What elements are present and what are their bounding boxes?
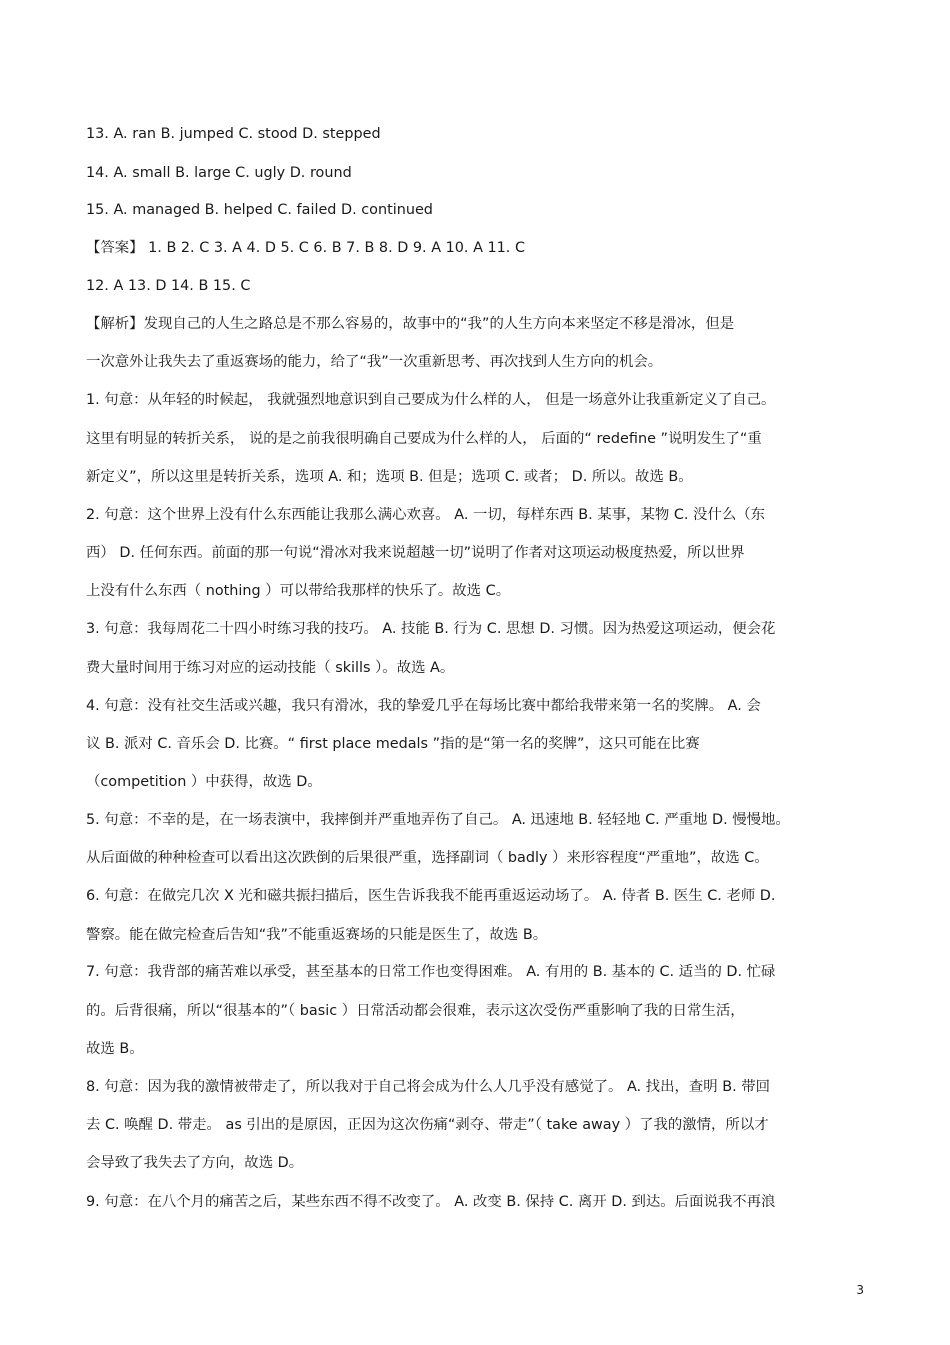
explanation-line: 西） D. 任何东西。前面的那一句说“滑冰对我来说超越一切”说明了作者对这项运动极度热爱，所以世界 (86, 545, 745, 561)
page-number: 3 (856, 1283, 864, 1297)
answer-key-line-1: 【答案】 1. B 2. C 3. A 4. D 5. C 6. B 7. B 8. D 9. A 10. A 11. C (86, 240, 525, 256)
explanation-line: 警察。能在做完检查后告知“我”不能重返赛场的只能是医生了，故选 B。 (86, 927, 548, 943)
explanation-line: （competition ）中获得，故选 D。 (86, 774, 322, 790)
question-15-options: 15. A. managed B. helped C. failed D. continued (86, 202, 433, 218)
explanation-line: 去 C. 唤醒 D. 带走。 as 引出的是原因，正因为这次伤痛“剥夺、带走”（ take away ）了我的激情，所以才 (86, 1117, 769, 1133)
question-14-options: 14. A. small B. large C. ugly D. round (86, 165, 352, 181)
explanation-line: 会导致了我失去了方向，故选 D。 (86, 1155, 304, 1171)
explanation-line: 2. 句意：这个世界上没有什么东西能让我那么满心欢喜。 A. 一切，每样东西 B. 某事，某物 C. 没什么（东 (86, 507, 766, 523)
explanation-line: 8. 句意：因为我的激情被带走了，所以我对于自己将会成为什么人几乎没有感觉了。 A. 找出，查明 B. 带回 (86, 1079, 771, 1095)
explanation-line: 的。后背很痛，所以“很基本的”（ basic ）日常活动都会很难，表示这次受伤严重影响了我的日常生活， (86, 1003, 745, 1019)
explanation-line: 7. 句意：我背部的痛苦难以承受，甚至基本的日常工作也变得困难。 A. 有用的 B. 基本的 C. 适当的 D. 忙碌 (86, 964, 776, 980)
analysis-intro-line-2: 一次意外让我失去了重返赛场的能力，给了“我”一次重新思考、再次找到人生方向的机会。 (86, 354, 663, 370)
explanation-line: 4. 句意：没有社交生活或兴趣，我只有滑冰，我的挚爱几乎在每场比赛中都给我带来第一名的奖牌。 A. 会 (86, 698, 761, 714)
answer-key-line-2: 12. A 13. D 14. B 15. C (86, 278, 251, 294)
question-13-options: 13. A. ran B. jumped C. stood D. stepped (86, 126, 381, 142)
explanation-line: 费大量时间用于练习对应的运动技能（ skills ）。故选 A。 (86, 660, 455, 676)
explanation-line: 上没有什么东西（ nothing ）可以带给我那样的快乐了。故选 C。 (86, 583, 511, 599)
explanation-line: 议 B. 派对 C. 音乐会 D. 比赛。“ first place medals ”指的是“第一名的奖牌”，这只可能在比赛 (86, 736, 700, 752)
explanation-line: 从后面做的种种检查可以看出这次跌倒的后果很严重，选择副词（ badly ）来形容程度“严重地”，故选 C。 (86, 850, 769, 866)
explanation-line: 6. 句意：在做完几次 X 光和磁共振扫描后，医生告诉我我不能再重返运动场了。 A. 侍者 B. 医生 C. 老师 D. (86, 888, 776, 904)
explanation-line: 1. 句意：从年轻的时候起， 我就强烈地意识到自己要成为什么样的人， 但是一场意外让我重新定义了自己。 (86, 392, 776, 408)
analysis-intro-line-1: 【解析】发现自己的人生之路总是不那么容易的，故事中的“我”的人生方向本来坚定不移是滑冰，但是 (86, 316, 735, 332)
explanation-line: 这里有明显的转折关系， 说的是之前我很明确自己要成为什么样的人， 后面的“ redefine ”说明发生了“重 (86, 431, 762, 447)
explanation-line: 故选 B。 (86, 1041, 144, 1057)
explanation-line: 新定义”，所以这里是转折关系，选项 A. 和；选项 B. 但是；选项 C. 或者； D. 所以。故选 B。 (86, 469, 693, 485)
explanation-line: 5. 句意：不幸的是，在一场表演中，我摔倒并严重地弄伤了自己。 A. 迅速地 B. 轻轻地 C. 严重地 D. 慢慢地。 (86, 812, 790, 828)
explanation-line: 9. 句意：在八个月的痛苦之后，某些东西不得不改变了。 A. 改变 B. 保持 C. 离开 D. 到达。后面说我不再浪 (86, 1194, 776, 1210)
explanation-line: 3. 句意：我每周花二十四小时练习我的技巧。 A. 技能 B. 行为 C. 思想 D. 习惯。因为热爱这项运动，便会花 (86, 621, 776, 637)
